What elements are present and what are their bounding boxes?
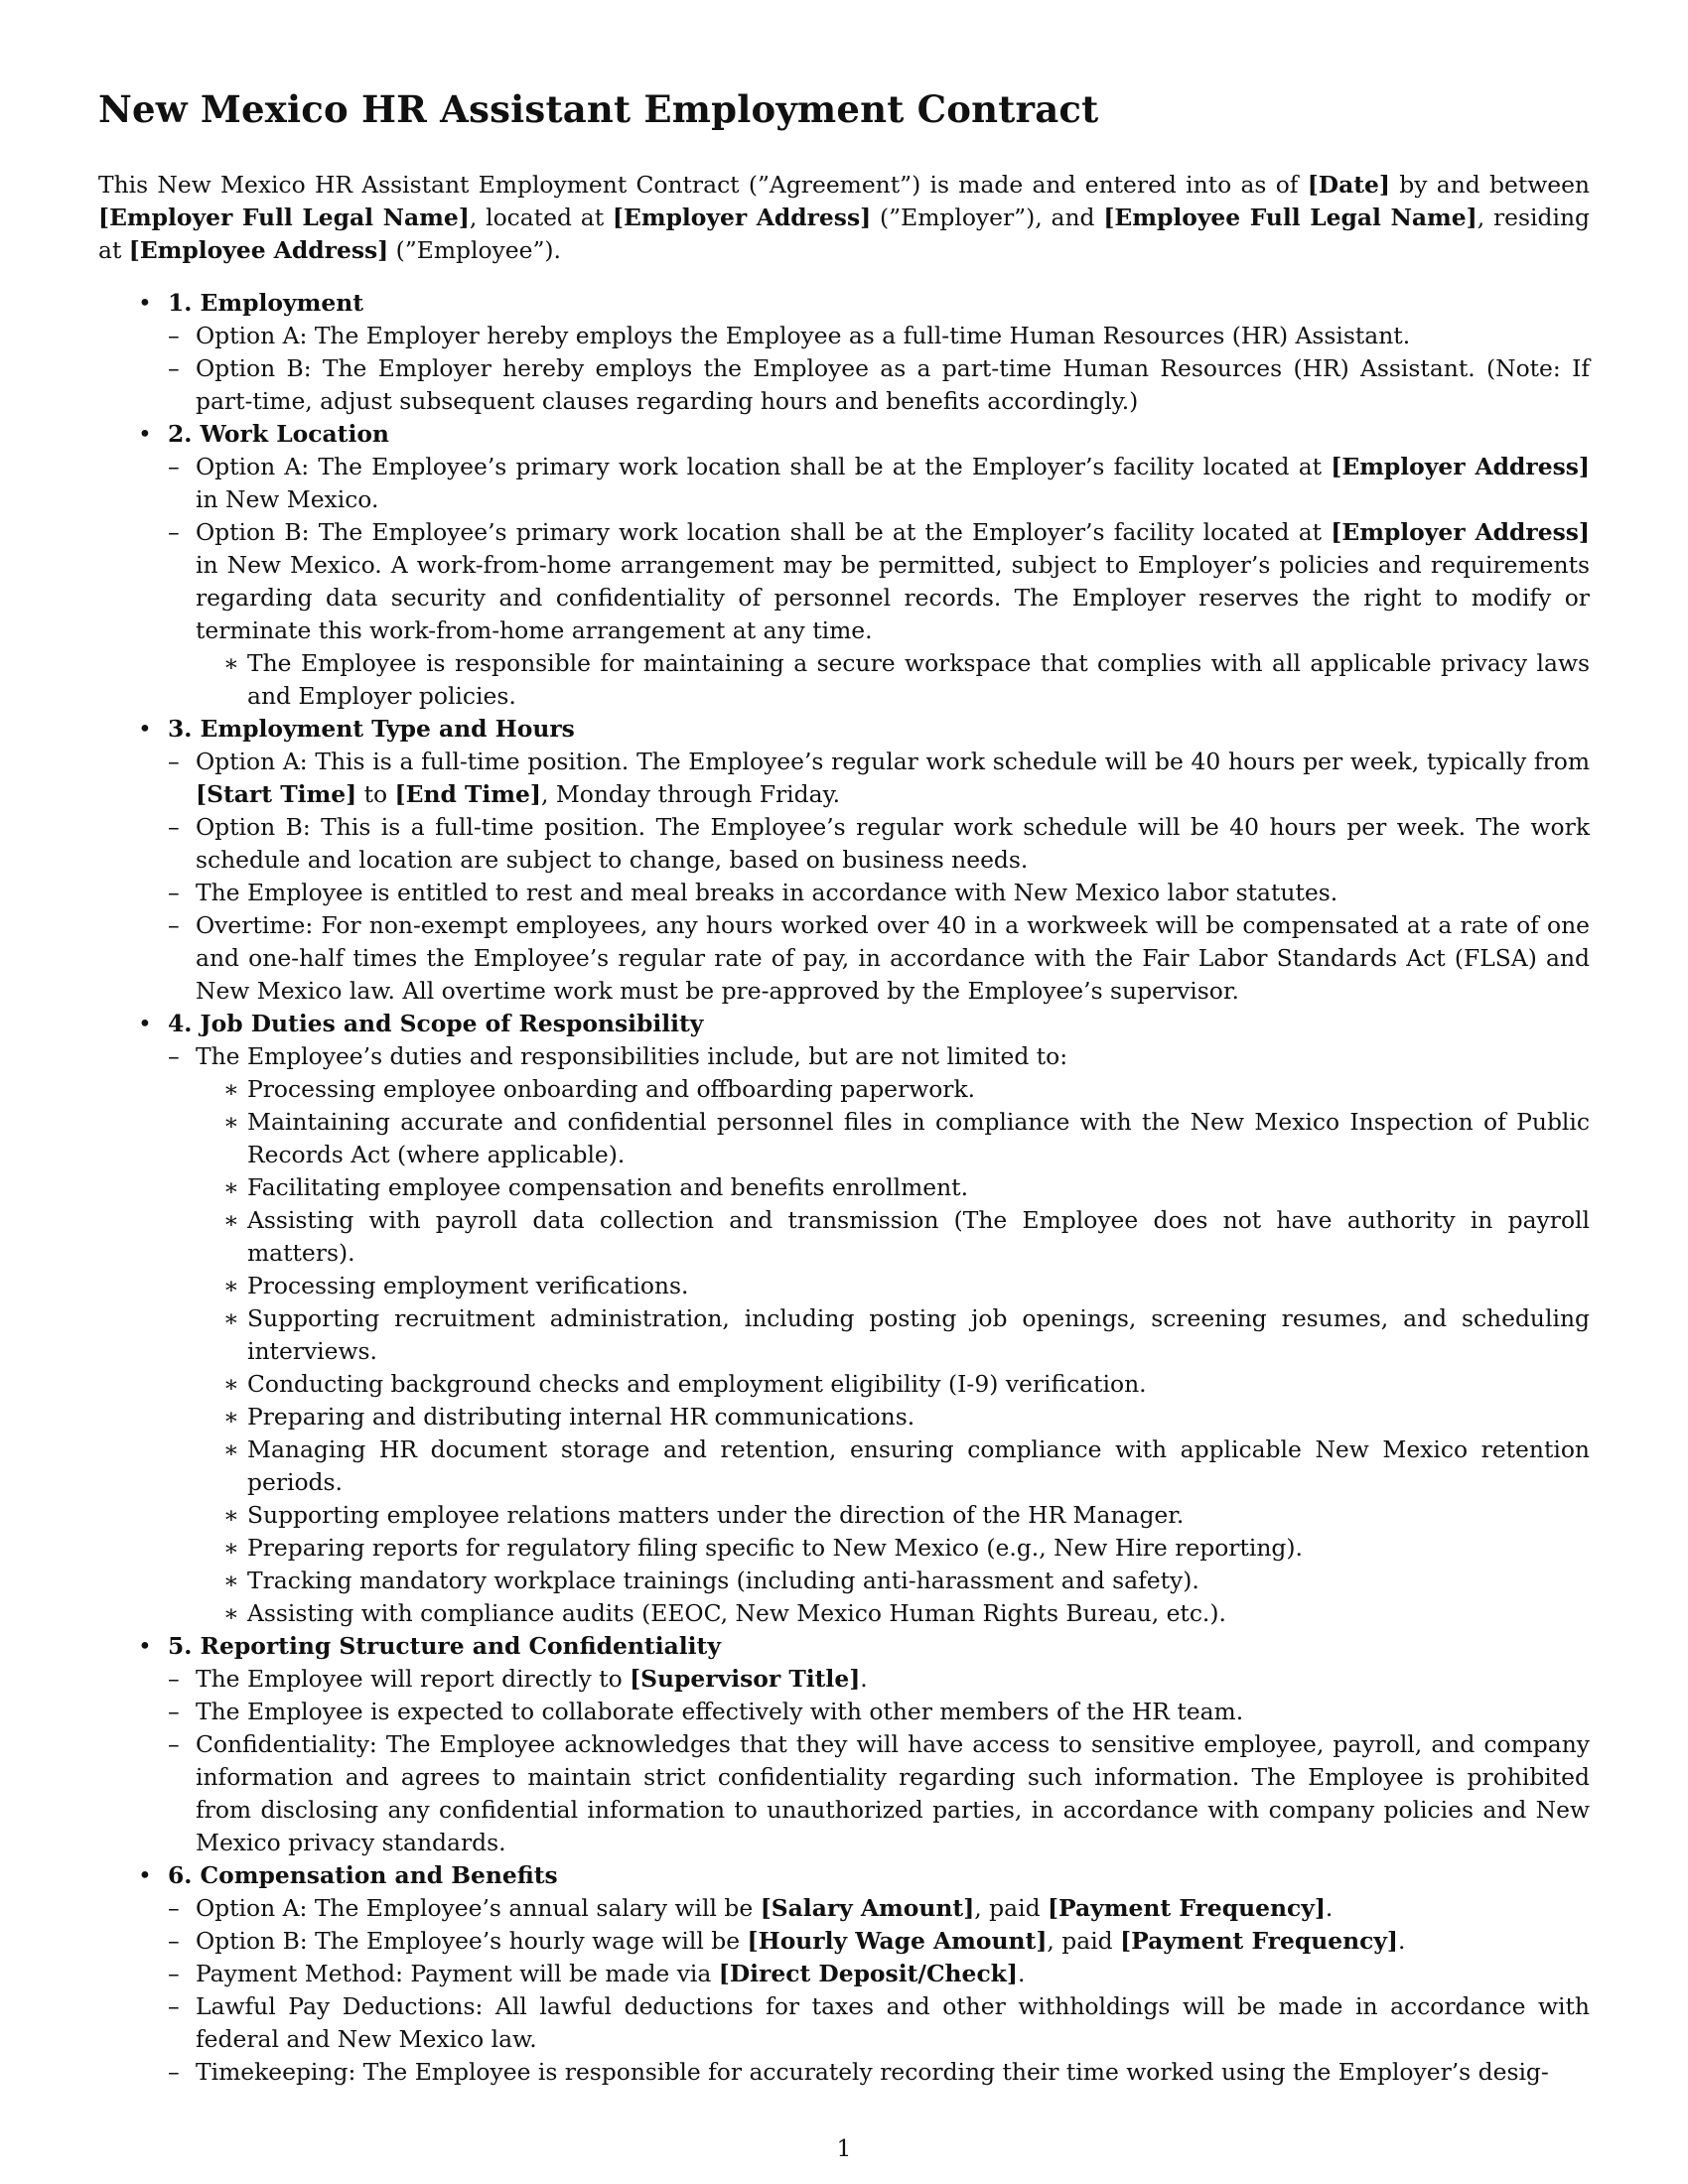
asterisk-icon: ∗ — [223, 1304, 239, 1332]
clause-text: Option A: This is a full-time position. The Employee’s regular work schedule will be 40 hours per week, typically from — [196, 748, 1590, 775]
duty-item — [196, 1204, 1590, 1270]
clause-text: The Employee is entitled to rest and meal breaks in accordance with New Mexico labor statutes. — [196, 879, 1338, 906]
asterisk-icon: ∗ — [223, 1403, 239, 1431]
intro-text: (”Employee”). — [388, 236, 561, 264]
clause-text: The Employee will report directly to — [196, 1665, 631, 1693]
asterisk-icon: ∗ — [223, 1272, 239, 1299]
clause — [168, 1728, 1590, 1859]
placeholder-employee-address: [Employee Address] — [128, 236, 389, 264]
asterisk-icon: ∗ — [223, 1108, 239, 1136]
bullet-icon: • — [138, 715, 152, 743]
clause — [168, 1892, 1590, 1925]
clause — [168, 2056, 1590, 2089]
section-reporting-confidentiality — [98, 1630, 1590, 1859]
clause — [168, 1663, 1590, 1696]
dash-icon: – — [168, 322, 180, 349]
clause — [168, 1696, 1590, 1728]
clause-text: , paid — [1047, 1927, 1121, 1955]
placeholder-date: [Date] — [1307, 171, 1390, 199]
placeholder-payment-frequency: [Payment Frequency] — [1120, 1927, 1399, 1955]
dash-icon: – — [168, 813, 180, 841]
sub-clause — [196, 647, 1590, 713]
duty-item — [196, 1597, 1590, 1630]
clause-text: . — [860, 1665, 868, 1693]
duty-item — [196, 1171, 1590, 1204]
placeholder-employer-name: [Employer Full Legal Name] — [98, 204, 470, 231]
dash-icon: – — [168, 453, 180, 480]
document-page — [98, 87, 1590, 2089]
intro-text: , residing at — [98, 204, 1590, 264]
clause — [168, 877, 1590, 909]
intro-text: This New Mexico HR Assistant Employment Contract (”Agreement”) is made and entered into as of — [98, 171, 1308, 199]
duty-text: Managing HR document storage and retention, ensuring compliance with applicable New Mexico retention periods. — [247, 1435, 1590, 1496]
asterisk-icon: ∗ — [223, 1075, 239, 1103]
duty-text: Maintaining accurate and confidential personnel files in compliance with the New Mexico Inspection of Public Records Act (where applicable). — [247, 1108, 1590, 1168]
duty-item — [196, 1106, 1590, 1171]
clause-text: Option A: The Employee’s annual salary will be — [196, 1894, 761, 1922]
clause-text: in New Mexico. — [196, 485, 379, 513]
asterisk-icon: ∗ — [223, 1173, 239, 1201]
clause-text: in New Mexico. A work-from-home arrangement may be permitted, subject to Employer’s policies and requirements regarding data security and confidentiality of personnel records. The Employer reserves the right to modify or terminate this work-from-home arrangement at any time. — [196, 551, 1590, 644]
placeholder-payment-frequency: [Payment Frequency] — [1047, 1894, 1326, 1922]
section-title: 6. Compensation and Benefits — [168, 1861, 558, 1889]
duty-text: Processing employee onboarding and offboarding paperwork. — [247, 1075, 976, 1103]
dash-icon: – — [168, 1894, 180, 1922]
asterisk-icon: ∗ — [223, 1567, 239, 1594]
bullet-icon: • — [138, 1632, 152, 1660]
clause — [168, 811, 1590, 877]
clause-text: Timekeeping: The Employee is responsible for accurately recording their time worked using the Employer’s desig- — [196, 2058, 1549, 2086]
duty-item — [196, 1073, 1590, 1106]
intro-text: (”Employer”), and — [871, 204, 1104, 231]
placeholder-start-time: [Start Time] — [196, 780, 357, 808]
clause-text: to — [356, 780, 395, 808]
placeholder-hourly-wage: [Hourly Wage Amount] — [747, 1927, 1048, 1955]
intro-text: , located at — [469, 204, 613, 231]
duty-text: Preparing and distributing internal HR communications. — [247, 1403, 915, 1431]
placeholder-salary-amount: [Salary Amount] — [760, 1894, 975, 1922]
bullet-icon: • — [138, 1861, 152, 1889]
dash-icon: – — [168, 879, 180, 906]
placeholder-supervisor-title: [Supervisor Title] — [630, 1665, 861, 1693]
asterisk-icon: ∗ — [223, 1435, 239, 1463]
clause-text: . — [1398, 1927, 1406, 1955]
clause-text: The Employee’s duties and responsibilities include, but are not limited to: — [196, 1042, 1068, 1070]
duty-item — [196, 1401, 1590, 1433]
placeholder-employee-name: [Employee Full Legal Name] — [1103, 204, 1477, 231]
asterisk-icon: ∗ — [223, 1534, 239, 1562]
dash-icon: – — [168, 1927, 180, 1955]
duty-text: Assisting with payroll data collection and transmission (The Employee does not have authority in payroll matters). — [247, 1206, 1590, 1267]
duty-item — [196, 1532, 1590, 1565]
asterisk-icon: ∗ — [223, 1370, 239, 1398]
clause — [168, 352, 1590, 418]
clause-text: Option B: This is a full-time position. The Employee’s regular work schedule will be 40 hours per week. The work schedule and location are subject to change, based on business needs. — [196, 813, 1590, 874]
asterisk-icon: ∗ — [223, 1206, 239, 1234]
section-compensation-benefits — [98, 1859, 1590, 2089]
duty-text: Conducting background checks and employment eligibility (I-9) verification. — [247, 1370, 1147, 1398]
section-work-location — [98, 418, 1590, 713]
section-title: 3. Employment Type and Hours — [168, 715, 575, 743]
section-title: 4. Job Duties and Scope of Responsibility — [168, 1010, 704, 1037]
clause-text: Payment Method: Payment will be made via — [196, 1960, 719, 1987]
clause — [168, 746, 1590, 811]
placeholder-employer-address: [Employer Address] — [612, 204, 872, 231]
duty-text: Processing employment verifications. — [247, 1272, 689, 1299]
clause — [168, 1040, 1590, 1630]
bullet-icon: • — [138, 289, 152, 317]
dash-icon: – — [168, 2058, 180, 2086]
clause-text: Option A: The Employee’s primary work location shall be at the Employer’s facility located at — [196, 453, 1332, 480]
clause — [168, 1925, 1590, 1958]
placeholder-end-time: [End Time] — [394, 780, 541, 808]
clause-text: . — [1017, 1960, 1026, 1987]
duty-text: Assisting with compliance audits (EEOC, New Mexico Human Rights Bureau, etc.). — [247, 1599, 1226, 1627]
placeholder-payment-method: [Direct Deposit/Check] — [718, 1960, 1018, 1987]
asterisk-icon: ∗ — [223, 1501, 239, 1529]
duty-text: Supporting employee relations matters under the direction of the HR Manager. — [247, 1501, 1185, 1529]
intro-text: by and between — [1390, 171, 1590, 199]
dash-icon: – — [168, 1698, 180, 1725]
clause-text: Option B: The Employee’s primary work location shall be at the Employer’s facility located at — [196, 518, 1332, 546]
duty-text: Preparing reports for regulatory filing specific to New Mexico (e.g., New Hire reporting). — [247, 1534, 1303, 1562]
duty-item — [196, 1368, 1590, 1401]
duty-text: Supporting recruitment administration, including posting job openings, screening resumes, and scheduling interviews. — [247, 1304, 1590, 1365]
section-employment — [98, 287, 1590, 418]
dash-icon: – — [168, 1730, 180, 1758]
bullet-icon: • — [138, 420, 152, 448]
clause-text: , paid — [974, 1894, 1048, 1922]
page-number: 1 — [836, 2134, 852, 2162]
duty-item — [196, 1270, 1590, 1302]
section-title: 5. Reporting Structure and Confidentiality — [168, 1632, 721, 1660]
clause — [168, 909, 1590, 1008]
asterisk-icon: ∗ — [223, 649, 239, 677]
dash-icon: – — [168, 1960, 180, 1987]
clause-text: The Employee is expected to collaborate effectively with other members of the HR team. — [196, 1698, 1244, 1725]
dash-icon: – — [168, 1042, 180, 1070]
sub-clause-text: The Employee is responsible for maintaining a secure workspace that complies with all applicable privacy laws and Employer policies. — [247, 649, 1590, 710]
section-title: 1. Employment — [168, 289, 364, 317]
duty-item — [196, 1433, 1590, 1499]
duty-item — [196, 1499, 1590, 1532]
clause-text: Option B: The Employer hereby employs the Employee as a part-time Human Resources (HR) Assistant. (Note: If part-time, adjust subsequent clauses regarding hours and benefits accordingly.) — [196, 354, 1590, 415]
section-job-duties — [98, 1008, 1590, 1630]
dash-icon: – — [168, 1665, 180, 1693]
duty-item — [196, 1302, 1590, 1368]
duty-text: Facilitating employee compensation and benefits enrollment. — [247, 1173, 969, 1201]
clause-text: Overtime: For non-exempt employees, any hours worked over 40 in a workweek will be compensated at a rate of one and one-half times the Employee’s regular rate of pay, in accordance with the Fair Labor Standards Act (FLSA) and New Mexico law. All overtime work must be pre-approved by the Employee’s supervisor. — [196, 911, 1590, 1005]
clause-text: Lawful Pay Deductions: All lawful deductions for taxes and other withholdings will be made in accordance with federal and New Mexico law. — [196, 1992, 1590, 2053]
duty-item — [196, 1565, 1590, 1597]
clause-text: , Monday through Friday. — [540, 780, 841, 808]
dash-icon: – — [168, 518, 180, 546]
dash-icon: – — [168, 1992, 180, 2020]
clause — [168, 1990, 1590, 2056]
document-title: New Mexico HR Assistant Employment Contract — [98, 87, 1099, 131]
section-employment-type-hours — [98, 713, 1590, 1008]
dash-icon: – — [168, 911, 180, 939]
clause-text: Option A: The Employer hereby employs the Employee as a full-time Human Resources (HR) Assistant. — [196, 322, 1411, 349]
intro-paragraph — [98, 169, 1590, 267]
section-list — [98, 287, 1590, 2089]
clause — [168, 451, 1590, 516]
asterisk-icon: ∗ — [223, 1599, 239, 1627]
duty-text: Tracking mandatory workplace trainings (including anti-harassment and safety). — [247, 1567, 1199, 1594]
clause — [168, 516, 1590, 713]
bullet-icon: • — [138, 1010, 152, 1037]
placeholder-employer-address: [Employer Address] — [1331, 453, 1590, 480]
dash-icon: – — [168, 354, 180, 382]
clause-text: . — [1325, 1894, 1334, 1922]
dash-icon: – — [168, 748, 180, 775]
clause-text: Confidentiality: The Employee acknowledges that they will have access to sensitive employee, payroll, and company information and agrees to maintain strict confidentiality regarding such information. The Employee is prohibited from disclosing any confidential information to unauthorized parties, in accordance with company policies and New Mexico privacy standards. — [196, 1730, 1590, 1856]
clause — [168, 1958, 1590, 1990]
clause-text: Option B: The Employee’s hourly wage will be — [196, 1927, 748, 1955]
section-title: 2. Work Location — [168, 420, 389, 448]
clause — [168, 320, 1590, 352]
placeholder-employer-address: [Employer Address] — [1331, 518, 1590, 546]
